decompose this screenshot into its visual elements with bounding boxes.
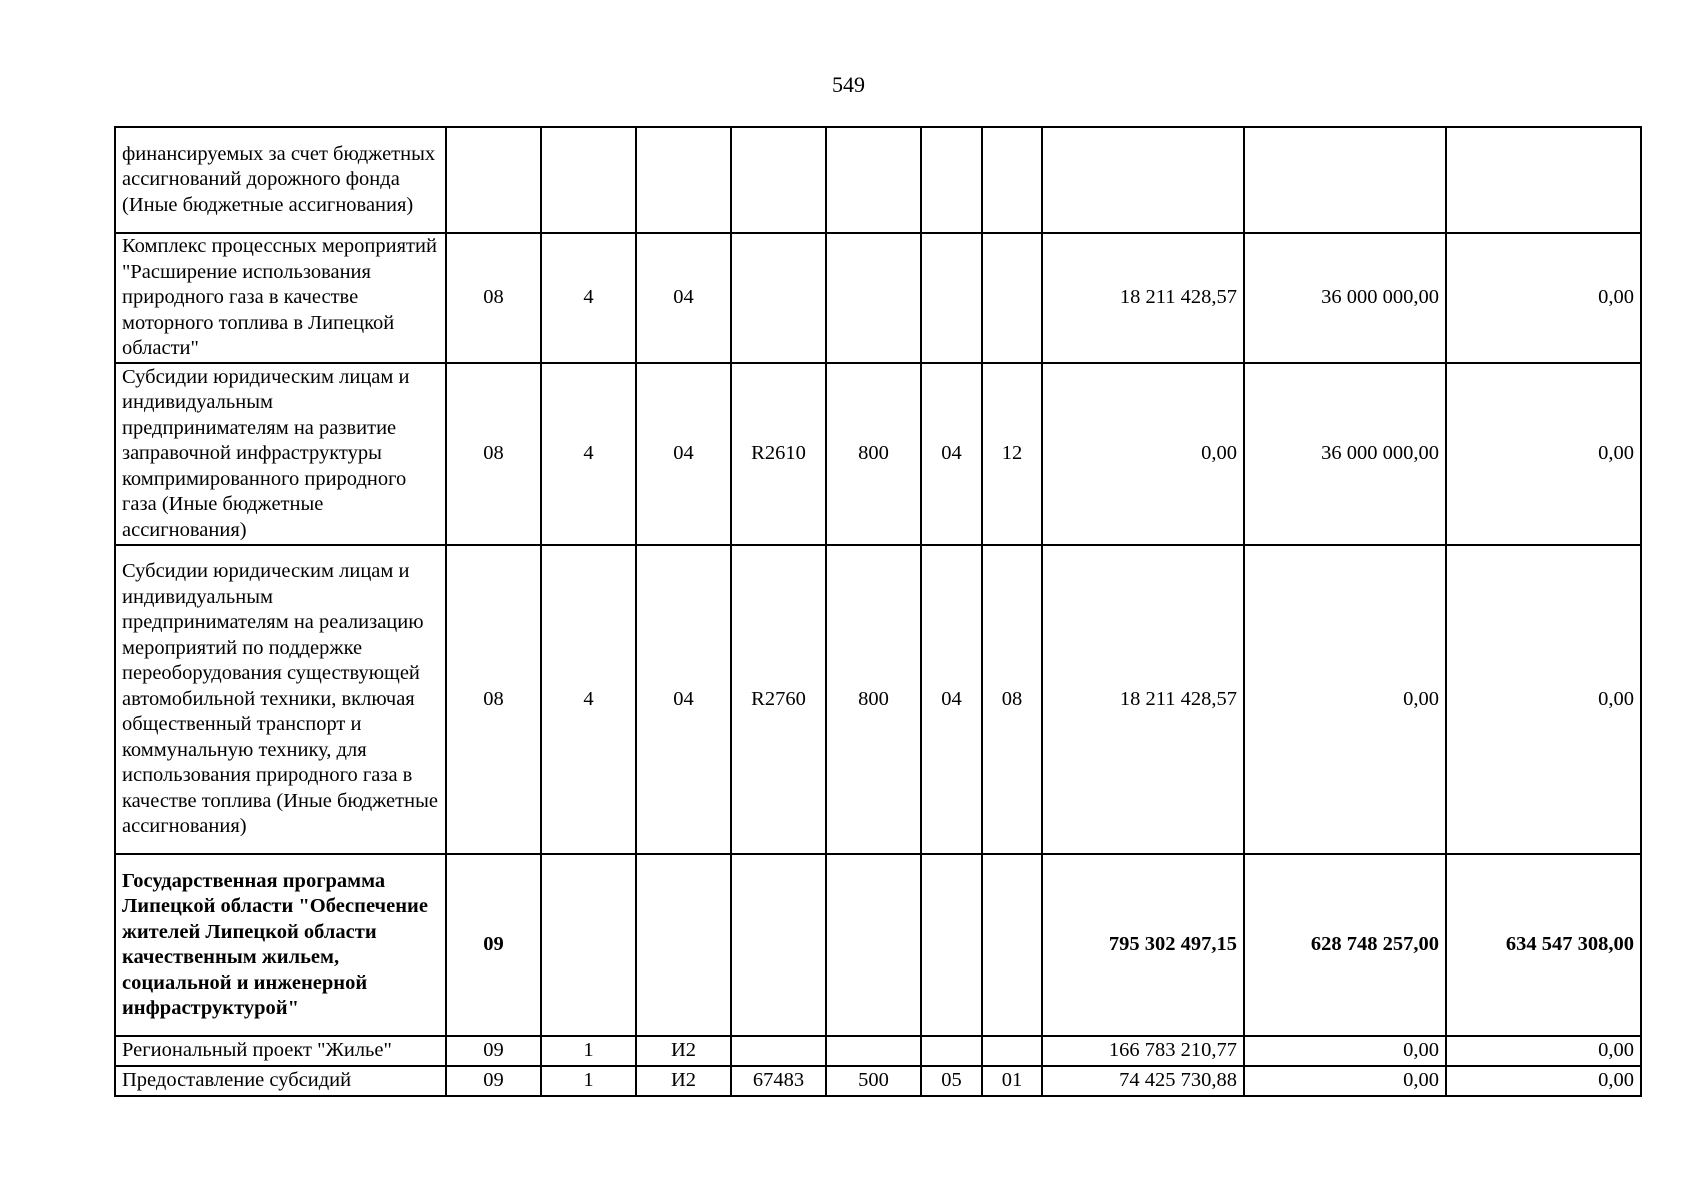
code-main [636,127,731,233]
table-row [115,854,1641,1036]
code-sub [541,127,636,233]
code-direction [731,127,826,233]
code-section: 05 [921,1066,982,1096]
amount-year-1: 166 783 210,77 [1042,1036,1244,1066]
code-sub: 1 [541,1036,636,1066]
code-main: И2 [636,1036,731,1066]
code-gp: 09 [446,854,541,1036]
code-subsection: 01 [982,1066,1042,1096]
amount-year-1: 795 302 497,15 [1042,854,1244,1036]
row-name: Комплекс процессных мероприятий "Расширение использования природного газа в качестве моторного топлива в Липецкой области" [115,233,446,363]
code-direction: R2760 [731,545,826,854]
amount-year-3 [1446,127,1641,233]
code-main [636,854,731,1036]
code-subsection [982,1036,1042,1066]
amount-year-2: 0,00 [1244,1066,1446,1096]
code-section [921,127,982,233]
code-sub: 1 [541,1066,636,1096]
code-expense-type: 800 [826,363,921,545]
amount-year-1: 18 211 428,57 [1042,233,1244,363]
amount-year-1 [1042,127,1244,233]
code-direction: 67483 [731,1066,826,1096]
table-row [115,1066,1641,1096]
code-main: 04 [636,545,731,854]
amount-year-2 [1244,127,1446,233]
code-sub [541,854,636,1036]
code-section: 04 [921,363,982,545]
table-row [115,363,1641,545]
code-direction [731,233,826,363]
row-name: Предоставление субсидий [115,1066,446,1096]
code-direction: R2610 [731,363,826,545]
amount-year-2: 36 000 000,00 [1244,363,1446,545]
code-main: 04 [636,363,731,545]
code-expense-type [826,127,921,233]
code-direction [731,1036,826,1066]
code-gp: 08 [446,233,541,363]
amount-year-3: 634 547 308,00 [1446,854,1641,1036]
amount-year-1: 0,00 [1042,363,1244,545]
code-section [921,1036,982,1066]
code-subsection [982,233,1042,363]
amount-year-2: 0,00 [1244,545,1446,854]
row-name: Региональный проект "Жилье" [115,1036,446,1066]
row-name: Субсидии юридическим лицам и индивидуальным предпринимателям на развитие заправочной инфраструктуры компримированного природного газа (Иные бюджетные ассигнования) [115,363,446,545]
amount-year-3: 0,00 [1446,233,1641,363]
code-expense-type: 500 [826,1066,921,1096]
code-subsection [982,854,1042,1036]
row-name: Государственная программа Липецкой области "Обеспечение жителей Липецкой области качественным жильем, социальной и инженерной инфраструктурой" [115,854,446,1036]
code-sub: 4 [541,363,636,545]
code-gp: 08 [446,545,541,854]
amount-year-2: 36 000 000,00 [1244,233,1446,363]
code-subsection: 12 [982,363,1042,545]
code-expense-type [826,233,921,363]
code-main: И2 [636,1066,731,1096]
amount-year-3: 0,00 [1446,1036,1641,1066]
amount-year-1: 18 211 428,57 [1042,545,1244,854]
code-gp [446,127,541,233]
code-gp: 08 [446,363,541,545]
code-sub: 4 [541,233,636,363]
amount-year-3: 0,00 [1446,363,1641,545]
table-row [115,233,1641,363]
row-name: финансируемых за счет бюджетных ассигнований дорожного фонда (Иные бюджетные ассигнования) [115,127,446,233]
code-sub: 4 [541,545,636,854]
row-name: Субсидии юридическим лицам и индивидуальным предпринимателям на реализацию мероприятий по поддержке переоборудования существующей автомобильной техники, включая общественный транспорт и коммунальную технику, для использования природного газа в качестве топлива (Иные бюджетные ассигнования) [115,545,446,854]
budget-table [114,126,1642,1097]
code-subsection: 08 [982,545,1042,854]
code-main: 04 [636,233,731,363]
code-direction [731,854,826,1036]
table-row [115,127,1641,233]
amount-year-3: 0,00 [1446,1066,1641,1096]
amount-year-2: 0,00 [1244,1036,1446,1066]
code-gp: 09 [446,1066,541,1096]
code-section [921,854,982,1036]
code-section: 04 [921,545,982,854]
code-gp: 09 [446,1036,541,1066]
page-number: 549 [832,72,865,97]
code-section [921,233,982,363]
amount-year-2: 628 748 257,00 [1244,854,1446,1036]
table-row [115,545,1641,854]
code-expense-type [826,854,921,1036]
code-subsection [982,127,1042,233]
code-expense-type: 800 [826,545,921,854]
amount-year-1: 74 425 730,88 [1042,1066,1244,1096]
table-row [115,1036,1641,1066]
code-expense-type [826,1036,921,1066]
amount-year-3: 0,00 [1446,545,1641,854]
